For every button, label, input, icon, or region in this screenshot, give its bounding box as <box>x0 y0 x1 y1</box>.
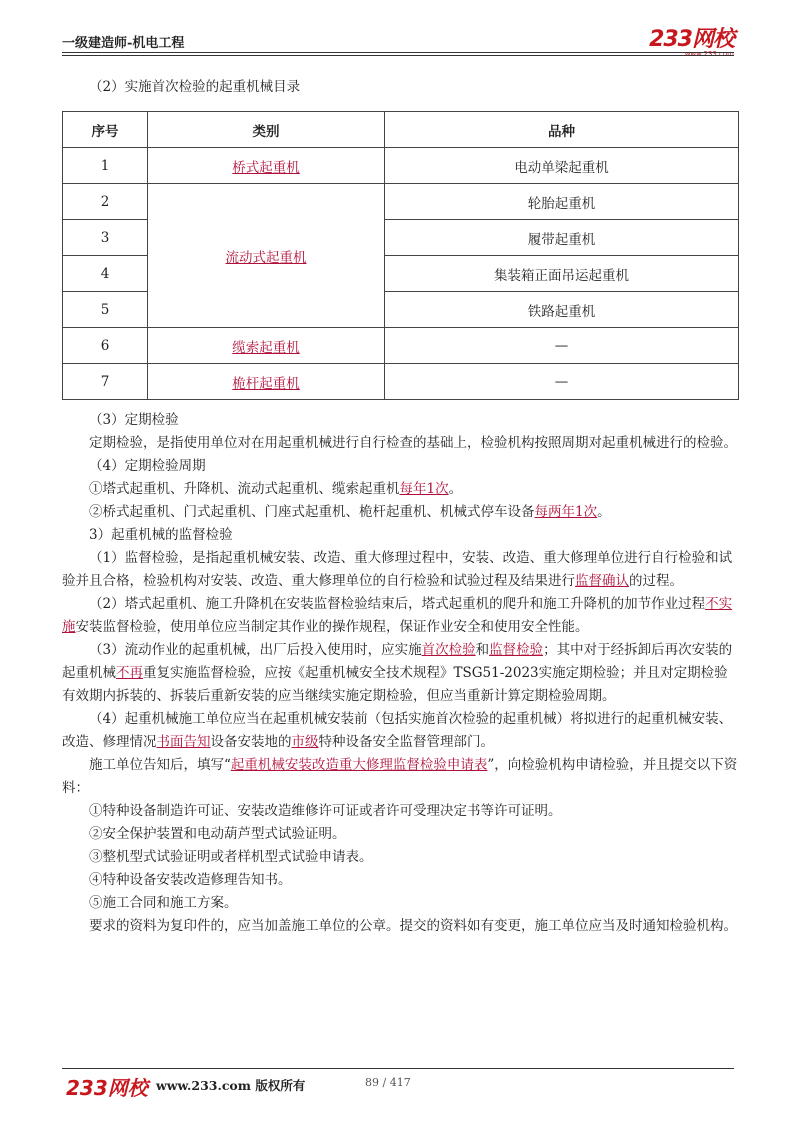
category-link[interactable]: 缆索起重机 <box>232 339 300 356</box>
text: 重复实施监督检验，应按《起重机械安全技术规程》TSG51-2023实施定期检验；并且对定期检验有效期内拆装的、拆装后重新安装的应当继续实施定期检验，但应当重新计算定期检验周期。 <box>62 665 728 704</box>
th-no: 序号 <box>63 112 148 148</box>
s4-item-1 <box>62 478 738 501</box>
table-row <box>63 328 739 364</box>
cell-variety: — <box>385 328 739 364</box>
list-item: ④特种设备安装改造修理告知书。 <box>89 872 292 888</box>
text: 。 <box>448 481 463 497</box>
footer-logo: 233网校 <box>66 1076 148 1100</box>
cell-variety: 履带起重机 <box>385 220 739 256</box>
text: （1）监督检验，是指起重机械安装、改造、重大修理过程中，安装、改造、重大修理单位进行自行检验和试验并且合格，检验机构对安装、改造、重大修理单位的自行检验和试验过程及结果进行 <box>62 550 733 589</box>
header-title: 一级建造师-机电工程 <box>62 36 185 51</box>
table-row <box>63 364 739 400</box>
text: 的过程。 <box>629 573 683 589</box>
m4-para <box>62 708 738 754</box>
cell-no: 3 <box>63 220 148 256</box>
highlight: 每两年1次 <box>534 504 598 520</box>
cell-variety: 轮胎起重机 <box>385 184 739 220</box>
m-heading: 3）起重机械的监督检验 <box>89 527 233 543</box>
text: （4）起重机械施工单位应当在起重机械安装前（包括实施首次检验的起重机械）将拟进行的起重机械安装、改造、修理情况 <box>62 711 733 750</box>
table-row <box>63 184 739 220</box>
th-variety: 品种 <box>385 112 739 148</box>
cell-variety: — <box>385 364 739 400</box>
closing-para: 要求的资料为复印件的，应当加盖施工单位的公章。提交的资料如有变更，施工单位应当及时通知检验机构。 <box>89 918 737 934</box>
cell-category <box>148 184 385 328</box>
list-item: ①特种设备制造许可证、安装改造维修许可证或者许可受理决定书等许可证明。 <box>89 803 562 819</box>
intro <box>62 76 738 99</box>
cell-no: 5 <box>63 292 148 328</box>
text: （3）流动作业的起重机械，出厂后投入使用时，应实施 <box>89 642 422 658</box>
s3-text: 定期检验，是指使用单位对在用起重机械进行自行检查的基础上，检验机构按照周期对起重机械进行的检验。 <box>89 435 737 451</box>
list-item: ③整机型式试验证明或者样机型式试验申请表。 <box>89 849 373 865</box>
cell-no: 2 <box>63 184 148 220</box>
text: 设备安装地的 <box>210 734 292 750</box>
header-rule <box>62 52 734 56</box>
m5-para <box>62 754 738 800</box>
th-category: 类别 <box>148 112 385 148</box>
highlight: 监督检验 <box>489 642 544 658</box>
highlight: 市级 <box>291 734 319 750</box>
list-item: ⑤施工合同和施工方案。 <box>89 895 238 911</box>
text: 安装监督检验，使用单位应当制定其作业的操作规程，保证作业安全和使用安全性能。 <box>75 619 589 635</box>
highlight: 首次检验 <box>421 642 476 658</box>
m1-para <box>62 547 738 593</box>
highlight: 不再 <box>116 665 143 681</box>
cell-variety: 铁路起重机 <box>385 292 739 328</box>
cell-no: 6 <box>63 328 148 364</box>
page-number: 89 / 417 <box>365 1076 411 1089</box>
highlight: 起重机械安装改造重大修理监督检验申请表 <box>230 757 488 773</box>
footer-copyright: www.233.com 版权所有 <box>156 1078 306 1093</box>
text: ①塔式起重机、升降机、流动式起重机、缆索起重机 <box>89 481 400 497</box>
cell-variety: 集装箱正面吊运起重机 <box>385 256 739 292</box>
text: ”，向检验机构申请检验，并且提交以下资料： <box>62 757 738 796</box>
cell-no: 4 <box>63 256 148 292</box>
text: ②桥式起重机、门式起重机、门座式起重机、桅杆起重机、机械式停车设备 <box>89 504 535 520</box>
logo-sub: www.233.com <box>684 50 734 58</box>
text: ；其中对于经拆卸后再次安装的起重机械 <box>62 642 733 681</box>
cell-category <box>148 148 385 184</box>
m3-para <box>62 639 738 708</box>
text: 施工单位告知后，填写“ <box>89 757 231 773</box>
s4-item-2 <box>62 501 738 524</box>
s3-heading: （3）定期检验 <box>89 412 179 428</box>
table-header-row <box>63 112 739 148</box>
s4-heading: （4）定期检验周期 <box>89 458 206 474</box>
cell-variety: 电动单梁起重机 <box>385 148 739 184</box>
table-row <box>63 148 739 184</box>
category-link[interactable]: 桅杆起重机 <box>232 375 300 392</box>
category-link[interactable]: 桥式起重机 <box>232 159 300 176</box>
crane-table <box>62 111 739 400</box>
m2-para <box>62 593 738 639</box>
highlight: 每年1次 <box>399 481 449 497</box>
highlight: 不实施 <box>62 596 733 635</box>
category-link[interactable]: 流动式起重机 <box>225 249 307 266</box>
logo-main: 233网校 <box>649 27 734 52</box>
cell-no: 7 <box>63 364 148 400</box>
highlight: 书面告知 <box>156 734 211 750</box>
list-item: ②安全保护装置和电动葫芦型式试验证明。 <box>89 826 346 842</box>
cell-no: 1 <box>63 148 148 184</box>
highlight: 监督确认 <box>575 573 629 589</box>
cell-category <box>148 328 385 364</box>
intro-text: （2）实施首次检验的起重机械目录 <box>89 79 301 95</box>
text: 特种设备安全监督管理部门。 <box>318 734 494 750</box>
footer-rule <box>62 1068 734 1069</box>
body-text <box>62 409 738 938</box>
text: （2）塔式起重机、施工升降机在安装监督检验结束后，塔式起重机的爬升和施工升降机的加节作业过程 <box>89 596 706 612</box>
cell-category <box>148 364 385 400</box>
text: 和 <box>475 642 490 658</box>
text: 。 <box>597 504 611 520</box>
